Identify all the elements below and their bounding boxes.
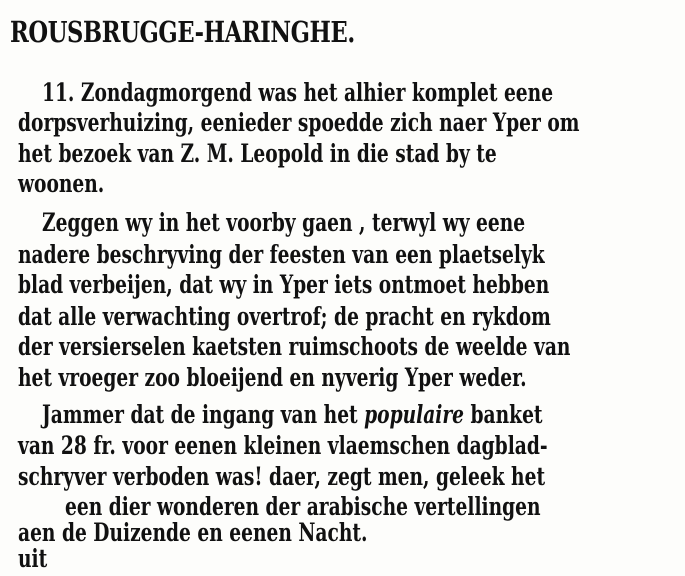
article-heading: ROUSBRUGGE-HARINGHE.	[10, 15, 355, 49]
article-line: blad verbeijen, dat wy in Yper iets ontmoet hebben	[18, 270, 550, 299]
article-line: nadere beschryving der feesten van een plaetselyk	[18, 240, 545, 269]
article-line: schryver verboden was! daer, zegt men, geleek het	[18, 462, 546, 491]
article-line: uit	[18, 544, 48, 573]
article-line-part: banket	[470, 400, 543, 429]
article-line: aen de Duizende en eenen Nacht.	[18, 518, 368, 547]
article-line-with-italic	[42, 402, 543, 427]
article-line: het vroeger zoo bloeijend en nyverig Yper weder.	[18, 363, 527, 392]
article-line: dat alle verwachting overtrof; de pracht en rykdom	[18, 302, 551, 331]
article-line: dorpsverhuizing, eenieder spoedde zich naer Yper om	[18, 108, 580, 137]
article-line: der versierselen kaetsten ruimschoots de weelde van	[18, 332, 571, 361]
article-line: woonen.	[18, 169, 105, 198]
article-line-part: Jammer dat de ingang van het	[42, 400, 358, 429]
italic-word: populaire	[364, 400, 465, 429]
article-line: het bezoek van Z. M. Leopold in die stad by te	[18, 139, 497, 168]
article-line: een dier wonderen der arabische vertellingen	[65, 492, 541, 521]
article-line: Zeggen wy in het voorby gaen , terwyl wy eene	[42, 208, 526, 237]
article-line: 11. Zondagmorgend was het alhier komplet eene	[42, 78, 554, 107]
article-line: van 28 fr. voor eenen kleinen vlaemschen dagblad-	[18, 431, 548, 460]
